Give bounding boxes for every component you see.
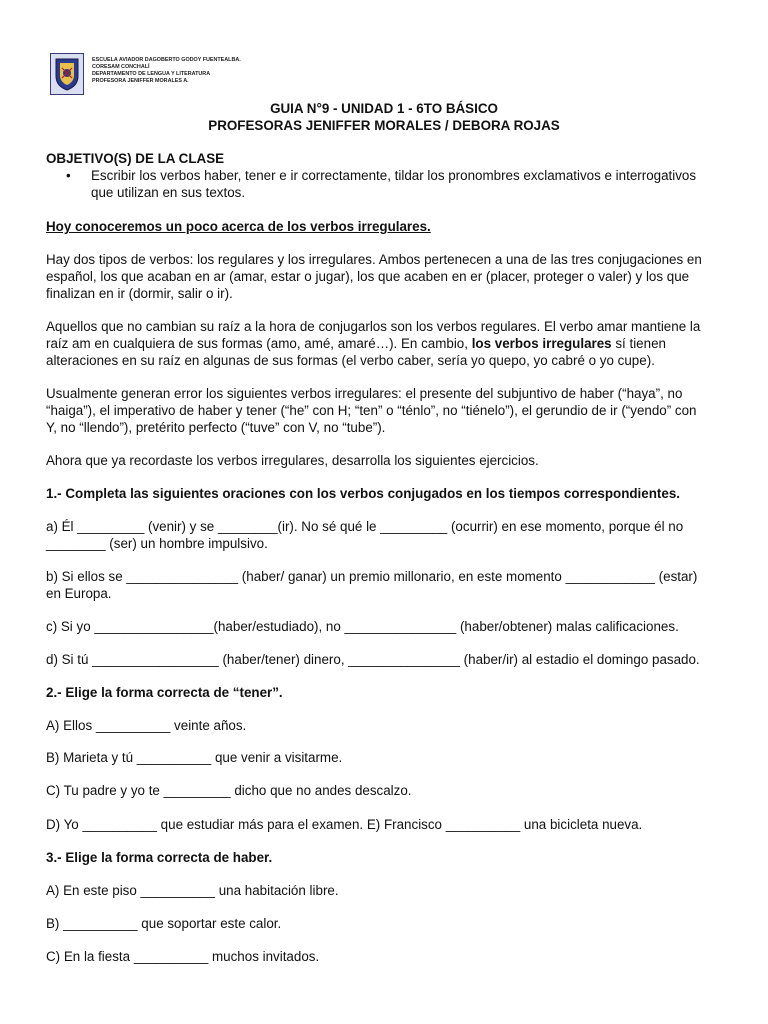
exercise-3-heading: 3.- Elige la forma correcta de haber.	[46, 850, 273, 865]
paragraph-2-line-2	[46, 335, 726, 352]
paragraph-3-line-1: Usualmente generan error los siguientes verbos irregulares: el presente del subjuntivo de haber (“haya”, no	[46, 386, 683, 401]
school-header	[50, 53, 241, 95]
paragraph-2-line-3: alteraciones en su raíz en algunas de sus formas (el verbo caber, sería yo quepo, yo cabré o yo cupe).	[46, 353, 655, 368]
paragraph-1	[46, 251, 726, 302]
school-name: ESCUELA AVIADOR DAGOBERTO GODOY FUENTEALBA.	[92, 57, 241, 63]
paragraph-2-text-c: sí tienen	[611, 336, 666, 351]
paragraph-3-line-3: Y, no “llendo”), pretérito perfecto (“tuve” con V, no “tube”).	[46, 420, 386, 435]
objective-line-1: Escribir los verbos haber, tener e ir correctamente, tildar los pronombres exclamativos e interrogativos	[91, 168, 697, 183]
exercise-3-item-b: B) __________ que soportar este calor.	[46, 916, 282, 931]
exercise-2-item-a: A) Ellos __________ veinte años.	[46, 718, 247, 733]
exercise-1-b-line-2: en Europa.	[46, 586, 112, 601]
paragraph-1-line-1: Hay dos tipos de verbos: los regulares y los irregulares. Ambos pertenecen a una de las tres conjugaciones en	[46, 252, 702, 267]
exercise-1-item-b	[46, 568, 726, 602]
school-department: DEPARTAMENTO DE LENGUA Y LITERATURA	[92, 71, 211, 77]
guide-titles	[0, 100, 768, 134]
exercise-1-item-d: d) Si tú _________________ (haber/tener) dinero, _______________ (haber/ir) al estadio el domingo pasado.	[46, 652, 700, 667]
intro-heading: Hoy conoceremos un poco acerca de los verbos irregulares.	[46, 219, 431, 234]
exercise-1-item-a	[46, 518, 726, 552]
objective-line-2: que utilizan en sus textos.	[91, 185, 246, 200]
exercise-3-item-a: A) En este piso __________ una habitación libre.	[46, 883, 339, 898]
bullet-icon: •	[66, 168, 71, 183]
exercise-1-b-line-1: b) Si ellos se _______________ (haber/ ganar) un premio millonario, en este momento ____________ (estar)	[46, 569, 698, 584]
shield-icon	[53, 56, 81, 92]
paragraph-1-line-2: español, los que acaban en ar (amar, estar o jugar), los que acaben en er (placer, proteger o valer) y los que	[46, 269, 690, 284]
school-teacher: PROFESORA JENIFFER MORALES A.	[92, 78, 189, 84]
exercise-2-heading: 2.- Elige la forma correcta de “tener”.	[46, 685, 283, 700]
paragraph-2	[46, 318, 726, 369]
guide-title: GUIA N°9 - UNIDAD 1 - 6TO BÁSICO	[270, 101, 498, 116]
objective-item	[66, 167, 726, 201]
school-network: CORESAM CONCHALÍ	[92, 64, 150, 70]
paragraph-2-line-1: Aquellos que no cambian su raíz a la hora de conjugarlos son los verbos regulares. El verbo amar mantiene la	[46, 319, 701, 334]
guide-teachers: PROFESORAS JENIFFER MORALES / DEBORA ROJAS	[208, 118, 560, 133]
exercise-2-item-b: B) Marieta y tú __________ que venir a visitarme.	[46, 750, 343, 765]
school-logo	[50, 53, 84, 95]
exercise-1-heading: 1.- Completa las siguientes oraciones con los verbos conjugados en los tiempos correspondientes.	[46, 486, 680, 501]
paragraph-3	[46, 385, 726, 436]
paragraph-1-line-3: finalizan en ir (dormir, salir o ir).	[46, 286, 233, 301]
exercise-3-item-c: C) En la fiesta __________ muchos invitados.	[46, 949, 320, 964]
paragraph-3-line-2: “haiga”), el imperativo de haber y tener (“he” con H; “ten” o “ténlo”, no “tiénelo”), el gerundio de ir (“yendo” con	[46, 403, 697, 418]
exercise-2-item-c: C) Tu padre y yo te _________ dicho que no andes descalzo.	[46, 783, 412, 798]
paragraph-2-text-a: raíz am en cualquiera de sus formas (amo, amé, amaré…). En cambio,	[46, 336, 472, 351]
exercise-1-item-c: c) Si yo ________________(haber/estudiado), no _______________ (haber/obtener) malas calificaciones.	[46, 619, 679, 634]
paragraph-4: Ahora que ya recordaste los verbos irregulares, desarrolla los siguientes ejercicios.	[46, 453, 539, 468]
irregular-verbs-emphasis: los verbos irregulares	[471, 336, 612, 351]
exercise-1-a-line-2: ________ (ser) un hombre impulsivo.	[46, 536, 268, 551]
exercise-2-item-d: D) Yo __________ que estudiar más para el examen. E) Francisco __________ una bicicleta nueva.	[46, 817, 643, 832]
exercise-1-a-line-1: a) Él _________ (venir) y se ________(ir). No sé qué le _________ (ocurrir) en ese momento, porque él no	[46, 519, 684, 534]
objective-heading: OBJETIVO(S) DE LA CLASE	[46, 151, 225, 166]
school-info	[92, 57, 241, 85]
